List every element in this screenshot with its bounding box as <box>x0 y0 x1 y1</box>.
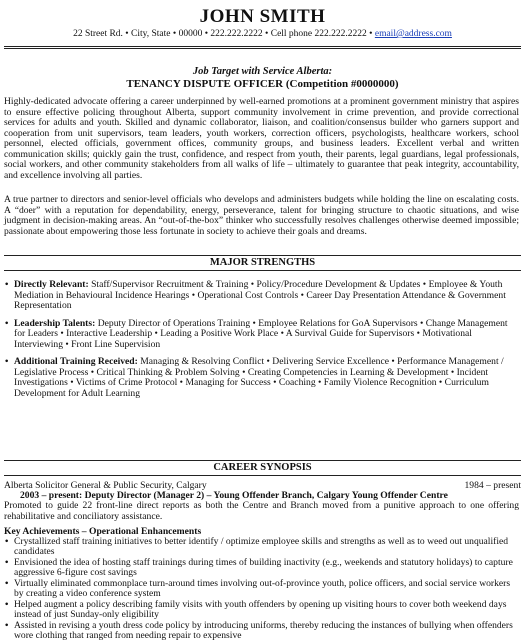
contact-details: 22 Street Rd. • City, State • 00000 • 222.222.2222 • Cell phone 222.222.2222 • <box>73 29 375 39</box>
job-target-label: Job Target with Service Alberta: <box>192 66 333 77</box>
achievements-heading: Key Achievements – Operational Enhancements <box>4 526 202 537</box>
achievement-item: • Virtually eliminated commonplace turn-around times involving out-of-province youth, police officers, and social service workers by creating a video conference system <box>4 579 519 599</box>
strengths-list <box>4 280 519 406</box>
strength-label: Leadership Talents: <box>14 317 96 329</box>
email-link[interactable]: email@address.com <box>374 29 452 39</box>
achievement-item: • Envisioned the idea of hosting staff trainings during times of building inactivity (e.g., weekends and statutory holidays) to capture aggressive 6-figure cost savings <box>4 558 519 578</box>
job-target-title: TENANCY DISPUTE OFFICER (Competition #0000000) <box>126 78 399 90</box>
role-dates: 2003 – present: <box>20 490 83 501</box>
strength-item <box>4 280 519 312</box>
strength-label: Additional Training Received: <box>14 356 138 367</box>
employer-dates: 1984 – present <box>464 480 521 491</box>
role-description: Promoted to guide 22 front-line direct reports as both the Centre and Branch moved from a punitive approach to one offering rehabilitative and conciliatory assistance. <box>4 500 519 522</box>
header-divider <box>4 46 521 47</box>
strengths-rule-top <box>4 255 521 256</box>
employer-name: Alberta Solicitor General & Public Security, Calgary <box>4 480 207 491</box>
candidate-name: JOHN SMITH <box>199 6 326 27</box>
achievements-list <box>4 537 519 642</box>
contact-line <box>0 29 525 39</box>
header-divider-double <box>4 48 521 49</box>
strength-text: Managing & Resolving Conflict • Delivering Service Excellence • Performance Management / Legislative Process • Critical Thinking & Problem Solving • Creating Competencies in Learning & Development • Incident Investigations • Victims of Crime Protocol • Managing for Success • Coaching • Family Violence Recognition • Curriculum Development for Adult Learning <box>14 356 504 399</box>
achievement-item: • Assisted in revising a youth dress code policy by introducing uniforms, thereby reducing the instances of bullying when offenders wore clothing that ranged from needing repair to expensive <box>4 621 519 641</box>
strengths-rule-bottom <box>4 270 521 271</box>
career-rule-top <box>4 460 521 461</box>
role-title: Deputy Director (Manager 2) – Young Offender Branch, Calgary Young Offender Centre <box>82 490 448 501</box>
achievement-item: • Helped augment a policy describing family visits with youth offenders by opening up visiting hours to cover both weekend days instead of just Sunday-only eligibility <box>4 600 519 620</box>
career-synopsis-heading: CAREER SYNOPSIS <box>213 462 312 473</box>
strength-item <box>4 357 519 399</box>
career-rule-bottom <box>4 475 521 476</box>
strength-label: Directly Relevant: <box>14 279 89 290</box>
summary-paragraph-2: A true partner to directors and senior-level officials who develops and administers budgets while holding the line on escalating costs. A “doer” with a reputation for dependability, energy, perseverance, talent for bringing structure to chaotic situations, and wise judgment in decision-making areas. An “out-of-the-box” thinker who successfully resolves challenges otherwise deemed impossible; passionate about empowering those less fortunate in society to achieve their goals and dreams. <box>4 194 519 237</box>
achievement-item: • Crystallized staff training initiatives to better identify / optimize employee skills and strengths as well as to weed out unqualified candidates <box>4 537 519 557</box>
strength-text: Staff/Supervisor Recruitment & Training • Policy/Procedure Development & Updates • Employee & Youth Mediation in Behavioural Incidence Hearings • Operational Cost Controls • Career Day Presentation Attendance & Government Representation <box>14 279 506 311</box>
strength-text: Deputy Director of Operations Training • Employee Relations for GoA Supervisors • Change Management for Leaders • Interactive Leadership • Leading a Positive Work Place • A Survival Guide for Supervisors • Motivational Interviewing • Front Line Supervision <box>14 317 508 350</box>
summary-paragraph-1: Highly-dedicated advocate offering a career underpinned by well-earned promotions at a prominent government ministry that aspires to ensure effective policing throughout Alberta, support community involvement in crime prevention, and provide correctional services for adults and youth. Skilled and dynamic collaborator, liaison, and coalition/consensus builder who garners support and cooperation from unit supervisors, team leaders, youth workers, correction officers, psychologists, healthcare workers, school personnel, elected officials, government offices, community groups, and business leaders. Excellent verbal and written communication skills; quickly gain the trust, confidence, and respect from youth, their parents, legal guardians, legal professionals, social workers, and other community stakeholders from all walks of life – ultimately to guarantee that peak integrity, accountability, and excellence involving all parties. <box>4 96 519 181</box>
major-strengths-heading: MAJOR STRENGTHS <box>209 257 316 268</box>
strength-item <box>4 319 519 351</box>
